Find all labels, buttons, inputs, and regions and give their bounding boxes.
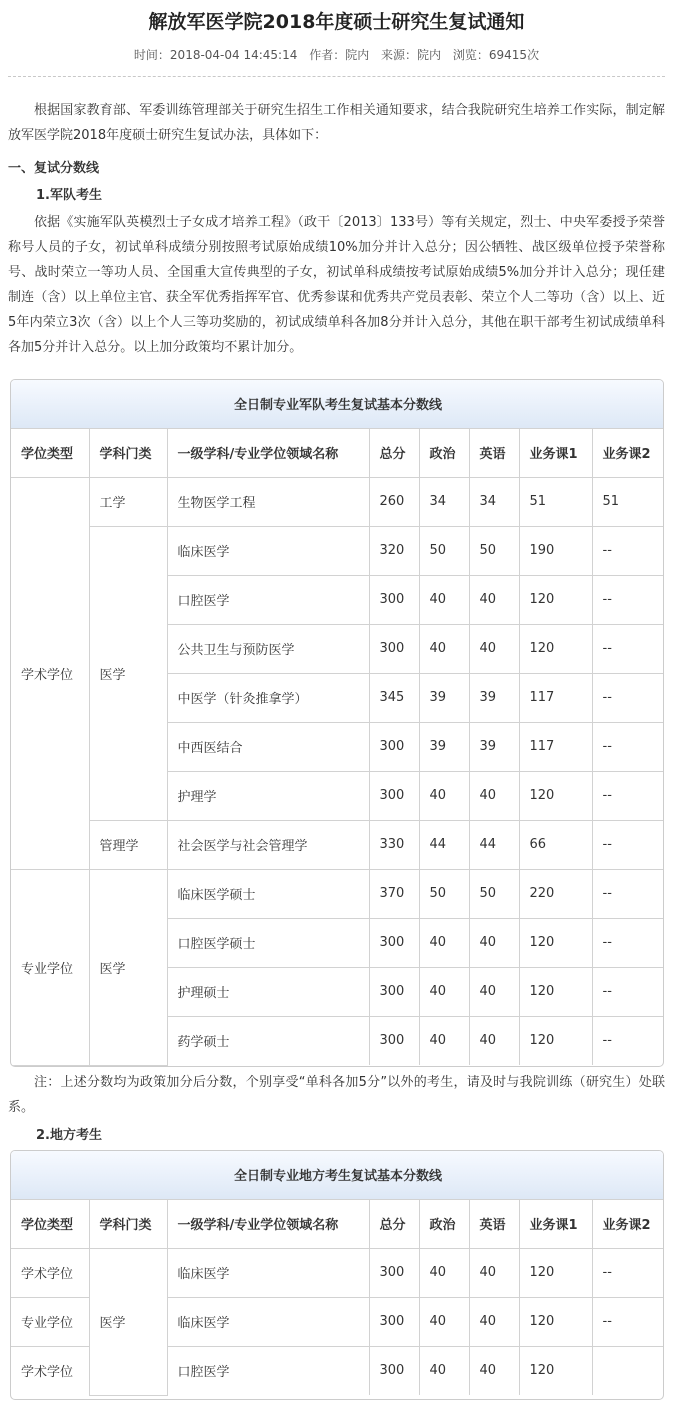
source: 来源：院内 bbox=[381, 48, 442, 62]
course2-cell: -- bbox=[592, 722, 664, 771]
course1-cell: 120 bbox=[519, 1297, 592, 1346]
english-cell: 50 bbox=[469, 869, 519, 918]
politics-cell: 40 bbox=[419, 1016, 469, 1065]
course1-cell: 51 bbox=[519, 477, 592, 526]
english-cell: 39 bbox=[469, 722, 519, 771]
header-course1: 业务课1 bbox=[519, 1199, 592, 1248]
course1-cell: 117 bbox=[519, 722, 592, 771]
subsection-heading-military: 1.军队考生 bbox=[36, 188, 102, 203]
total-cell: 300 bbox=[369, 1016, 419, 1065]
course2-cell: -- bbox=[592, 575, 664, 624]
military-policy-paragraph: 依据《实施军队英模烈士子女成才培养工程》（政干〔2013〕133号）等有关规定，烈士、中央军委授予荣誉称号人员的子女，初试单科成绩分别按照考试原始成绩10%加分并计入总分；因公牺牲、战区级单位授予荣誉称号、战时荣立一等功人员、全国重大宣传典型的子女，初试单科成绩按考试原始成绩5%加分并计入总分；现任建制连（含）以上单位主官、获全军优秀指挥军官、优秀参谋和优秀共产党员表彰、荣立个人二等功（含）以上、近5年内荣立3次（含）以上个人三等功奖励的，初试成绩单科各加8分并计入总分，其他在职干部考生初试成绩单科各加5分并计入总分。以上加分政策均不累计加分。 bbox=[8, 215, 665, 355]
politics-cell: 40 bbox=[419, 575, 469, 624]
course1-cell: 66 bbox=[519, 820, 592, 869]
course2-cell: -- bbox=[592, 1297, 664, 1346]
intro-paragraph: 根据国家教育部、军委训练管理部关于研究生招生工作相关通知要求，结合我院研究生培养工作实际，制定解放军医学院2018年度硕士研究生复试办法，具体如下： bbox=[8, 103, 665, 143]
course1-cell: 120 bbox=[519, 1016, 592, 1065]
course2-cell: -- bbox=[592, 967, 664, 1016]
course2-cell: -- bbox=[592, 673, 664, 722]
degree-type-cell: 学术学位 bbox=[11, 477, 89, 869]
course2-cell: -- bbox=[592, 869, 664, 918]
english-cell: 50 bbox=[469, 526, 519, 575]
field-cell: 口腔医学 bbox=[167, 575, 369, 624]
table-header-row bbox=[11, 428, 664, 477]
article-meta bbox=[0, 46, 673, 64]
table-caption: 全日制专业地方考生复试基本分数线 bbox=[11, 1151, 664, 1199]
total-cell: 300 bbox=[369, 624, 419, 673]
politics-cell: 40 bbox=[419, 918, 469, 967]
course1-cell: 120 bbox=[519, 1248, 592, 1297]
header-discipline: 学科门类 bbox=[89, 428, 167, 477]
english-cell: 40 bbox=[469, 575, 519, 624]
header-discipline: 学科门类 bbox=[89, 1199, 167, 1248]
header-degree-type: 学位类型 bbox=[11, 1199, 89, 1248]
politics-cell: 50 bbox=[419, 869, 469, 918]
english-cell: 44 bbox=[469, 820, 519, 869]
politics-cell: 40 bbox=[419, 1346, 469, 1395]
table-row bbox=[11, 477, 664, 526]
course2-cell: -- bbox=[592, 624, 664, 673]
politics-cell: 40 bbox=[419, 771, 469, 820]
field-cell: 护理硕士 bbox=[167, 967, 369, 1016]
course1-cell: 220 bbox=[519, 869, 592, 918]
politics-cell: 34 bbox=[419, 477, 469, 526]
field-cell: 口腔医学 bbox=[167, 1346, 369, 1395]
field-cell: 社会医学与社会管理学 bbox=[167, 820, 369, 869]
course2-cell: 51 bbox=[592, 477, 664, 526]
total-cell: 300 bbox=[369, 1346, 419, 1395]
course1-cell: 117 bbox=[519, 673, 592, 722]
politics-cell: 44 bbox=[419, 820, 469, 869]
total-cell: 300 bbox=[369, 1248, 419, 1297]
discipline-cell: 工学 bbox=[89, 477, 167, 526]
total-cell: 300 bbox=[369, 722, 419, 771]
total-cell: 345 bbox=[369, 673, 419, 722]
english-cell: 40 bbox=[469, 918, 519, 967]
english-cell: 40 bbox=[469, 1346, 519, 1395]
english-cell: 40 bbox=[469, 1297, 519, 1346]
header-course2: 业务课2 bbox=[592, 428, 664, 477]
total-cell: 300 bbox=[369, 918, 419, 967]
header-english: 英语 bbox=[469, 428, 519, 477]
author: 作者：院内 bbox=[309, 48, 370, 62]
article-title: 解放军医学院2018年度硕士研究生复试通知 bbox=[148, 11, 525, 33]
table-note: 注：上述分数均为政策加分后分数，个别享受“单科各加5分”以外的考生，请及时与我院训练（研究生）处联系。 bbox=[8, 1075, 665, 1115]
course2-cell: -- bbox=[592, 918, 664, 967]
course1-cell: 120 bbox=[519, 575, 592, 624]
discipline-cell: 医学 bbox=[89, 869, 167, 1065]
politics-cell: 40 bbox=[419, 624, 469, 673]
total-cell: 300 bbox=[369, 1297, 419, 1346]
degree-type-cell: 专业学位 bbox=[11, 1297, 89, 1346]
english-cell: 39 bbox=[469, 673, 519, 722]
course1-cell: 190 bbox=[519, 526, 592, 575]
header-field-name: 一级学科/专业学位领域名称 bbox=[167, 1199, 369, 1248]
field-cell: 口腔医学硕士 bbox=[167, 918, 369, 967]
discipline-cell: 管理学 bbox=[89, 820, 167, 869]
discipline-cell: 医学 bbox=[89, 1248, 167, 1395]
section-heading-cutoff: 一、复试分数线 bbox=[8, 161, 100, 176]
english-cell: 40 bbox=[469, 967, 519, 1016]
field-cell: 中西医结合 bbox=[167, 722, 369, 771]
english-cell: 40 bbox=[469, 1248, 519, 1297]
field-cell: 临床医学硕士 bbox=[167, 869, 369, 918]
field-cell: 公共卫生与预防医学 bbox=[167, 624, 369, 673]
header-politics: 政治 bbox=[419, 1199, 469, 1248]
degree-type-cell: 专业学位 bbox=[11, 869, 89, 1065]
header-course2: 业务课2 bbox=[592, 1199, 664, 1248]
civilian-score-table bbox=[10, 1150, 664, 1400]
degree-type-cell: 学术学位 bbox=[11, 1248, 89, 1297]
header-divider bbox=[8, 76, 665, 77]
english-cell: 40 bbox=[469, 1016, 519, 1065]
total-cell: 300 bbox=[369, 575, 419, 624]
politics-cell: 40 bbox=[419, 967, 469, 1016]
field-cell: 药学硕士 bbox=[167, 1016, 369, 1065]
course2-cell: -- bbox=[592, 1016, 664, 1065]
course1-cell: 120 bbox=[519, 967, 592, 1016]
english-cell: 34 bbox=[469, 477, 519, 526]
course1-cell: 120 bbox=[519, 1346, 592, 1395]
table-row bbox=[11, 869, 664, 918]
discipline-cell: 医学 bbox=[89, 526, 167, 820]
course1-cell: 120 bbox=[519, 771, 592, 820]
politics-cell: 40 bbox=[419, 1248, 469, 1297]
total-cell: 260 bbox=[369, 477, 419, 526]
english-cell: 40 bbox=[469, 771, 519, 820]
course2-cell: -- bbox=[592, 1248, 664, 1297]
table-row bbox=[11, 820, 664, 869]
degree-type-cell: 学术学位 bbox=[11, 1346, 89, 1395]
field-cell: 护理学 bbox=[167, 771, 369, 820]
field-cell: 临床医学 bbox=[167, 1297, 369, 1346]
politics-cell: 39 bbox=[419, 673, 469, 722]
course2-cell bbox=[592, 1346, 664, 1395]
course2-cell: -- bbox=[592, 526, 664, 575]
header-total: 总分 bbox=[369, 428, 419, 477]
table-header-row bbox=[11, 1199, 664, 1248]
course1-cell: 120 bbox=[519, 918, 592, 967]
header-politics: 政治 bbox=[419, 428, 469, 477]
course2-cell: -- bbox=[592, 820, 664, 869]
field-cell: 生物医学工程 bbox=[167, 477, 369, 526]
table-row bbox=[11, 526, 664, 575]
header-course1: 业务课1 bbox=[519, 428, 592, 477]
table-caption: 全日制专业军队考生复试基本分数线 bbox=[11, 380, 664, 428]
header-field-name: 一级学科/专业学位领域名称 bbox=[167, 428, 369, 477]
english-cell: 40 bbox=[469, 624, 519, 673]
header-total: 总分 bbox=[369, 1199, 419, 1248]
field-cell: 临床医学 bbox=[167, 526, 369, 575]
subsection-heading-civilian: 2.地方考生 bbox=[36, 1128, 102, 1143]
total-cell: 300 bbox=[369, 771, 419, 820]
publish-time: 时间：2018-04-04 14:45:14 bbox=[133, 48, 298, 62]
politics-cell: 39 bbox=[419, 722, 469, 771]
politics-cell: 50 bbox=[419, 526, 469, 575]
field-cell: 中医学（针灸推拿学） bbox=[167, 673, 369, 722]
view-count: 浏览：69415次 bbox=[452, 48, 540, 62]
field-cell: 临床医学 bbox=[167, 1248, 369, 1297]
table-row bbox=[11, 1248, 664, 1297]
header-degree-type: 学位类型 bbox=[11, 428, 89, 477]
course1-cell: 120 bbox=[519, 624, 592, 673]
total-cell: 320 bbox=[369, 526, 419, 575]
header-english: 英语 bbox=[469, 1199, 519, 1248]
total-cell: 370 bbox=[369, 869, 419, 918]
course2-cell: -- bbox=[592, 771, 664, 820]
politics-cell: 40 bbox=[419, 1297, 469, 1346]
military-score-table bbox=[10, 379, 664, 1067]
total-cell: 300 bbox=[369, 967, 419, 1016]
total-cell: 330 bbox=[369, 820, 419, 869]
